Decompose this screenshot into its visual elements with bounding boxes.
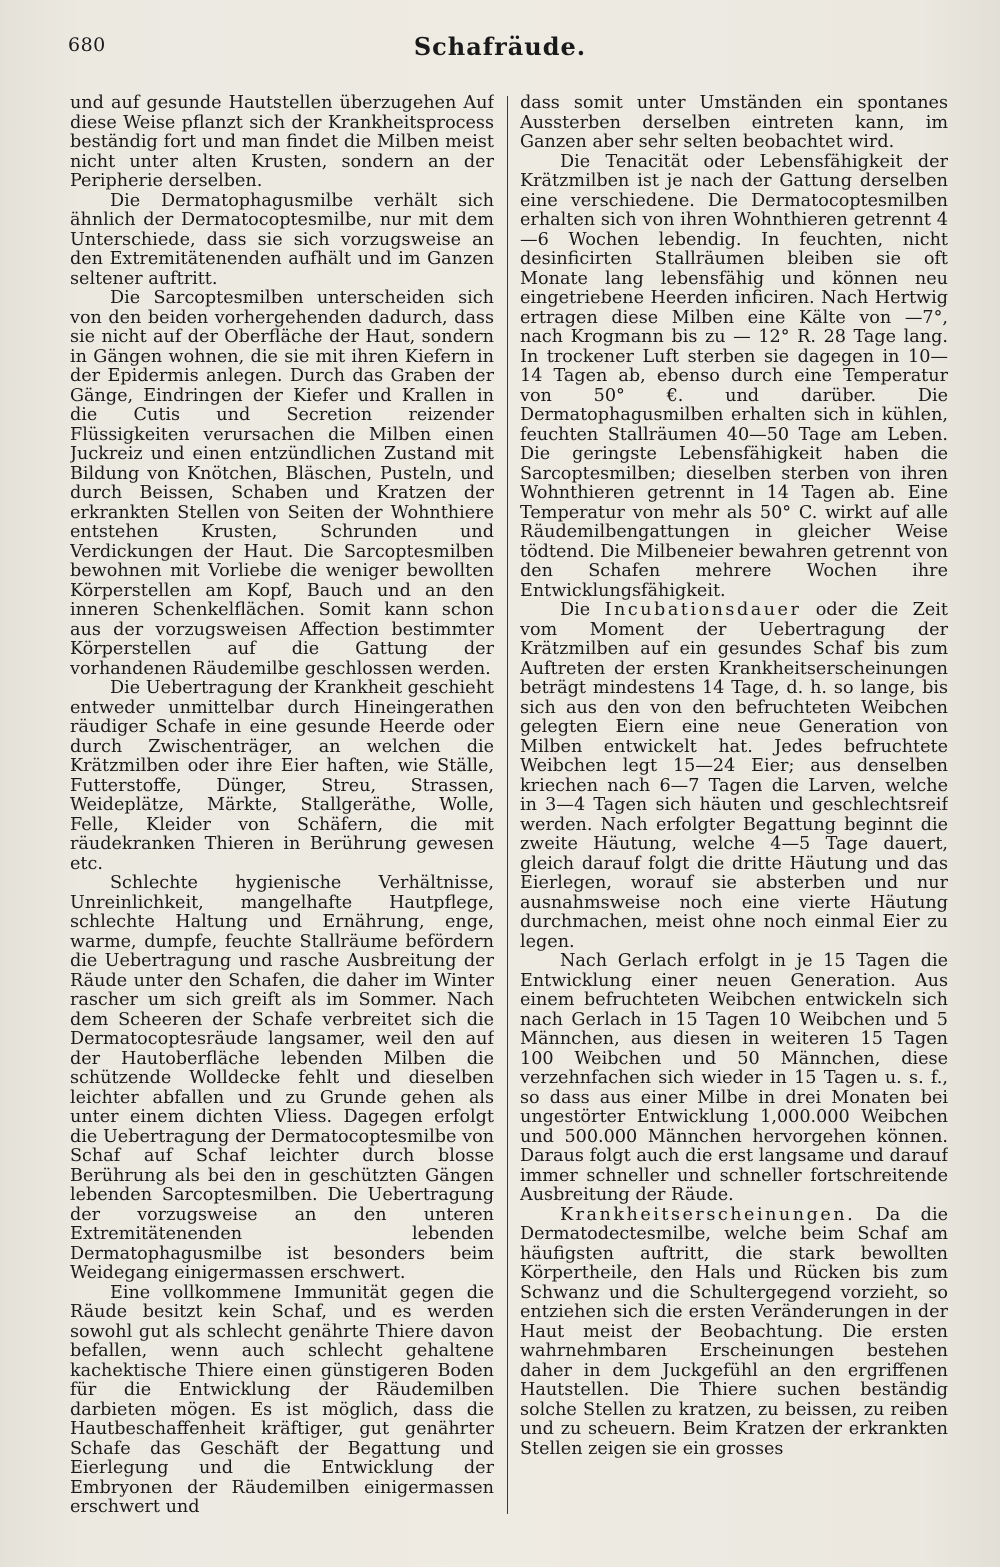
paragraph-body: Da die Dermatodectesmilbe, welche beim Schaf am häufigsten auftritt, die stark bewollten Körpertheile, den Hals und Rücken bis zum Schwanz und die Schultergegend vorzieht, so entziehen sich die ersten Veränderungen in der Haut meist der Beobachtung. Die ersten wahrnehmbaren Erscheinungen bestehen daher in dem Juckgefühl an den ergriffenen Hautstellen. Die Thiere suchen beständig solche Stellen zu kratzen, zu beissen, zu reiben und zu scheuern. Beim Kratzen der erkrankten Stellen zeigen sie ein grosses [520, 1204, 948, 1459]
paragraph [520, 1206, 948, 1460]
paragraph: Nach Gerlach erfolgt in je 15 Tagen die Entwicklung einer neuen Generation. Aus einem befruchteten Weibchen entwickeln sich nach Gerlach in 15 Tagen 10 Weibchen und 5 Männchen, aus diesen in weiteren 15 Tagen 100 Weibchen und 50 Männchen, diese verzehnfachen sich wieder in 15 Tagen u. s. f., so dass aus einer Milbe in drei Monaten bei ungestörter Entwicklung 1,000.000 Weibchen und 500.000 Männchen hervorgehen können. Daraus folgt auch die erst langsame und darauf immer schneller und schneller fortschreitende Ausbreitung der Räude. [520, 951, 948, 1205]
paragraph: Die Dermatophagusmilbe verhält sich ähnlich der Dermatocoptesmilbe, nur mit dem Unterschiede, dass sie sich vorzugsweise an den Extremitätenenden aufhält und im Ganzen seltener auftritt. [70, 190, 494, 289]
paragraph [520, 601, 948, 952]
paragraph: Eine vollkommene Immunität gegen die Räude besitzt kein Schaf, und es werden sowohl gut als schlecht genährte Thiere davon befallen, wenn auch schlecht gehaltene kachektische Thiere einen günstigeren Boden für die Entwicklung der Räudemilben darbieten mögen. Es ist möglich, dass die Hautbeschaffenheit kräftiger, gut genährter Schafe das Geschäft der Begattung und Eierlegung und die Entwicklung der Embryonen der Räudemilben einigermassen erschwert und [70, 1282, 494, 1517]
spaced-term: Incubationsdauer [604, 600, 802, 620]
paragraph: Die Sarcoptesmilben unterscheiden sich von den beiden vorhergehenden dadurch, dass sie nicht auf der Oberfläche der Haut, sondern in Gängen wohnen, die sie mit ihren Kiefern in der Epidermis anlegen. Durch das Graben der Gänge, Eindringen der Kiefer und Krallen in die Cutis und Secretion reizender Flüssigkeiten verursachen die Milben einen Juckreiz und einen entzündlichen Zustand mit Bildung von Knötchen, Bläschen, Pusteln, und durch Beissen, Schaben und Kratzen der erkrankten Stellen von Seiten der Wohnthiere entstehen Krusten, Schrunden und Verdickungen der Haut. Die Sarcoptesmilben bewohnen mit Vorliebe die weniger bewollten Körperstellen am Kopf, Bauch und an den inneren Schenkelflächen. Somit kann schon aus der vorzugsweisen Affection bestimmter Körperstellen auf die Gattung der vorhandenen Räudemilbe geschlossen werden. [70, 288, 494, 679]
paragraph: dass somit unter Umständen ein spontanes Aussterben derselben eintreten kann, im Ganzen aber sehr selten beobachtet wird. [520, 94, 948, 152]
paragraph: und auf gesunde Hautstellen überzugehen Auf diese Weise pflanzt sich der Krankheitsprocess beständig fort und man findet die Milben meist nicht unter alten Krusten, sondern an der Peripherie derselben. [70, 94, 494, 191]
right-column [520, 94, 948, 1534]
paragraph: Schlechte hygienische Verhältnisse, Unreinlichkeit, mangelhafte Hautpflege, schlechte Haltung und Ernährung, enge, warme, dumpfe, feuchte Stallräume befördern die Uebertragung und rasche Ausbreitung der Räude unter den Schafen, die daher im Winter rascher um sich greift als im Sommer. Nach dem Scheeren der Schafe verbreitet sich die Dermatocoptesräude langsamer, weil den auf der Hautoberfläche lebenden Milben die schützende Wolldecke fehlt und dieselben leichter abfallen und zu Grunde gehen als unter einem dichten Vliess. Dagegen erfolgt die Uebertragung der Dermatocoptesmilbe von Schaf auf Schaf leichter durch blosse Berührung als bei den in geschützten Gängen lebenden Sarcoptesmilben. Die Uebertragung der vorzugsweise an den unteren Extremitätenenden lebenden Dermatophagusmilbe ist besonders beim Weidegang einigermassen erschwert. [70, 873, 494, 1283]
paragraph: Die Uebertragung der Krankheit geschieht entweder unmittelbar durch Hineingerathen räudiger Schafe in eine gesunde Heerde oder durch Zwischenträger, an welchen die Krätzmilben oder ihre Eier haften, wie Ställe, Futterstoffe, Dünger, Streu, Strassen, Weideplätze, Märkte, Stallgeräthe, Wolle, Felle, Kleider von Schäfern, die mit räudekranken Thieren in Berührung gewesen etc. [70, 678, 494, 874]
column-divider [507, 96, 508, 1514]
paragraph-lead: Die [560, 600, 591, 620]
left-column [70, 94, 494, 1534]
section-heading: Krankheitserscheinungen. [560, 1204, 856, 1225]
paragraph-body: oder die Zeit vom Moment der Uebertragung der Krätzmilben auf ein gesundes Schaf bis zum Auftreten der ersten Krankheitserscheinungen beträgt mindestens 14 Tage, d. h. so lange, bis sich aus den von den befruchteten Weibchen gelegten Eiern eine neue Generation von Milben entwickelt hat. Jedes befruchtete Weibchen legt 15—24 Eier; aus denselben kriechen nach 6—7 Tagen die Larven, welche in 3—4 Tagen sich häuten und geschlechtsreif werden. Nach erfolgter Begattung beginnt die zweite Häutung, welche 4—5 Tage dauert, gleich darauf folgt die dritte Häutung und das Eierlegen, worauf sie absterben und nur ausnahmsweise noch eine vierte Häutung durchmachen, meist ohne noch einmal Eier zu legen. [520, 600, 948, 952]
running-title: Schafräude. [413, 32, 587, 61]
paragraph: Die Tenacität oder Lebensfähigkeit der Krätzmilben ist je nach der Gattung derselben eine verschiedene. Die Dermatocoptesmilben erhalten sich von ihren Wohnthieren getrennt 4—6 Wochen lebendig. In feuchten, nicht desinficirten Stallräumen bleiben sie oft Monate lang lebensfähig und können neu eingetriebene Heerden inficiren. Nach Hertwig ertragen diese Milben eine Kälte von —7°, nach Krogmann bis zu — 12° R. 28 Tage lang. In trockener Luft sterben sie dagegen in 10—14 Tagen ab, ebenso durch eine Temperatur von 50° €. und darüber. Die Dermatophagusmilben erhalten sich in kühlen, feuchten Stallräumen 40—50 Tage am Leben. Die geringste Lebensfähigkeit haben die Sarcoptesmilben; dieselben sterben von ihren Wohnthieren getrennt in 14 Tagen ab. Eine Temperatur von mehr als 50° C. wirkt auf alle Räudemilbengattungen in gleicher Weise tödtend. Die Milbeneier bewahren getrennt von den Schafen mehrere Wochen ihre Entwicklungsfähigkeit. [520, 151, 948, 601]
page-number: 680 [68, 34, 106, 56]
